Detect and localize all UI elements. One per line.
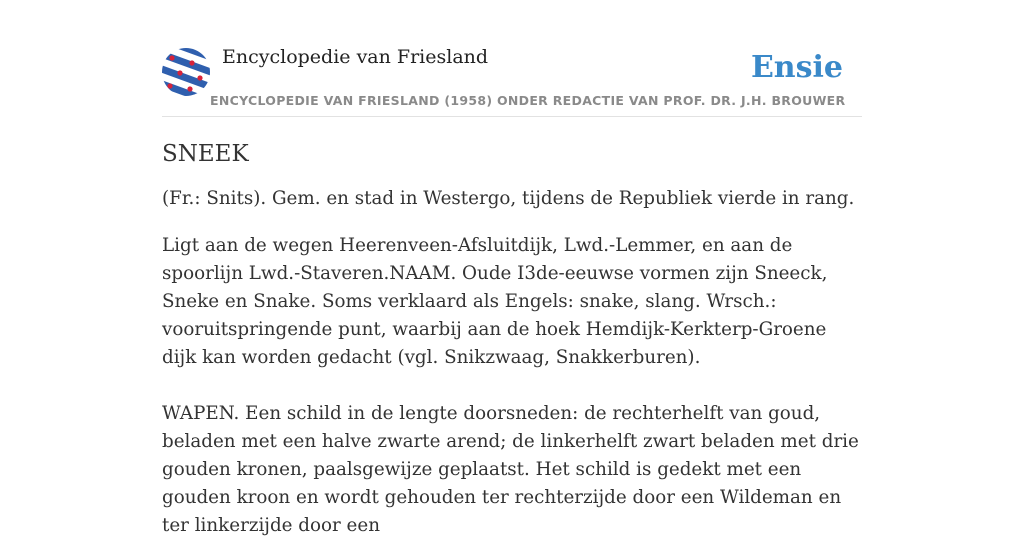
paragraph-gap [162,391,862,400]
frisian-flag-icon[interactable] [162,48,210,96]
site-subtitle: ENCYCLOPEDIE VAN FRIESLAND (1958) ONDER REDACTIE VAN PROF. DR. J.H. BROUWER [210,93,846,108]
article-paragraph-3: WAPEN. Een schild in de lengte doorsneden: de rechterhelft van goud, beladen met een halve zwarte arend; de linkerhelft zwart beladen met drie gouden kronen, paalsgewijze geplaatst. Het schild is gedekt met een gouden kroon en wordt gehouden ter rechterzijde door een Wildeman en ter linkerzijde door een [162,403,859,536]
site-title-link[interactable]: Encyclopedie van Friesland [222,46,489,68]
article-paragraph-1: (Fr.: Snits). Gem. en stad in Westergo, tijdens de Republiek vierde in rang. [162,188,855,209]
ensie-brand-link[interactable]: Ensie [750,50,843,85]
site-header [162,44,862,117]
article-title: SNEEK [162,141,249,167]
article-paragraph-2: Ligt aan de wegen Heerenveen-Afsluitdijk, Lwd.-Lemmer, en aan de spoorlijn Lwd.-Staveren.NAAM. Oude I3de-eeuwse vormen zijn Sneeck, Sneke en Snake. Soms verklaard als Engels: snake, slang. Wrsch.: vooruitspringende punt, waarbij aan de hoek Hemdijk-Kerkterp-Groene dijk kan worden gedacht (vgl. Snikzwaag, Snakkerburen). [162,235,828,368]
article-content [162,138,862,559]
